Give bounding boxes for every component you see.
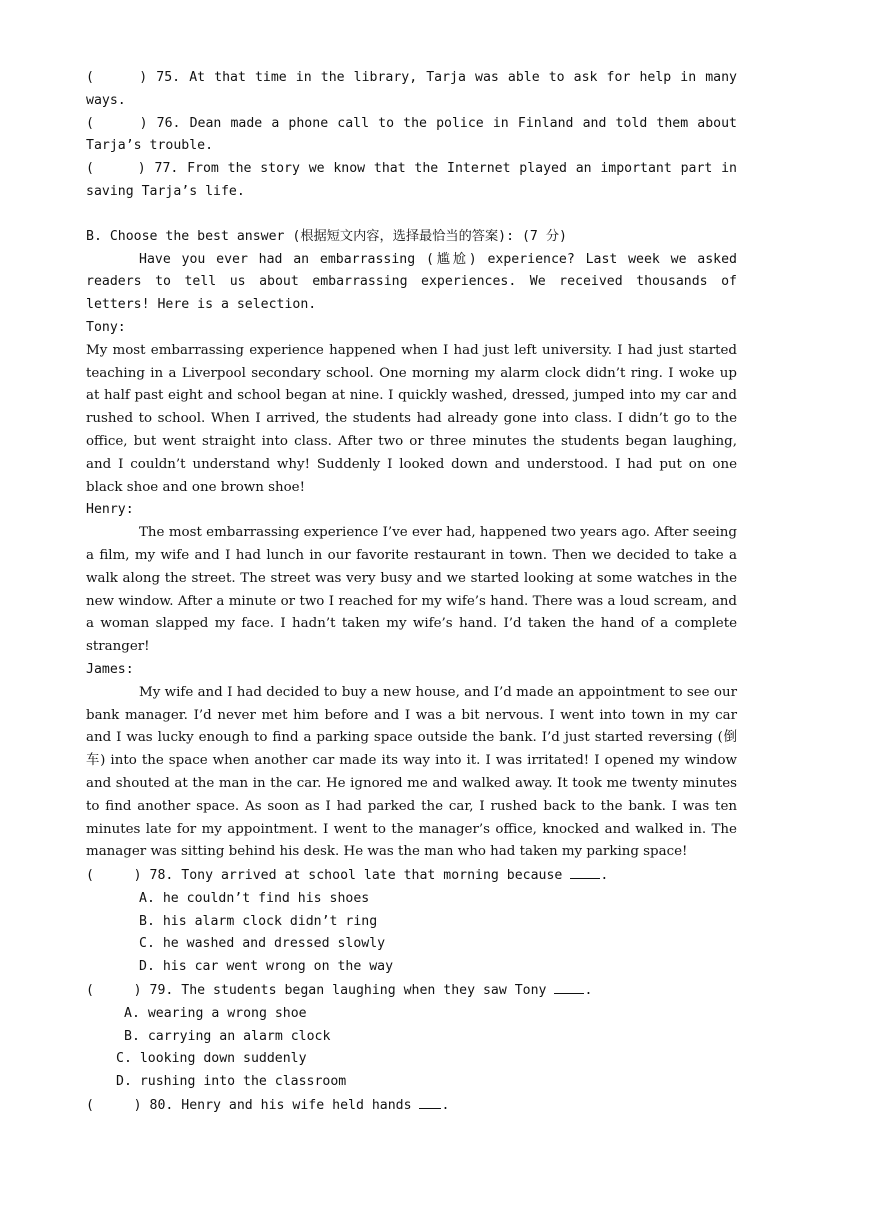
- tf-question-77: ( ) 77. From the story we know that the Internet played an important part in saving Tarja’s life.: [86, 161, 745, 199]
- story-name-henry: Henry:: [86, 502, 134, 518]
- option-79-a: A. wearing a wrong shoe: [124, 1005, 307, 1021]
- mc-question-78: [86, 864, 737, 888]
- tf-question-75: ( ) 75. At that time in the library, Tarja was able to ask for help in many ways.: [86, 70, 745, 108]
- option-78-b: B. his alarm clock didn’t ring: [139, 913, 378, 929]
- tf-question-76: ( ) 76. Dean made a phone call to the police in Finland and told them about Tarja’s trouble.: [86, 115, 745, 154]
- story-text-james: My wife and I had decided to buy a new house, and I’d made an appointment to see our bank manager. I’d never met him before and I was a bit nervous. I went into town in my car and I was lucky enough to find a parking space outside the bank. I’d just started reversing (倒车) into the space when another car made its way into it. I was irritated! I opened my window and shouted at the man in the car. He ignored me and walked away. It took me twenty minutes to find another space. As soon as I had parked the car, I rushed back to the bank. I was ten minutes late for my appointment. I went to the manager’s office, knocked and walked in. The manager was sitting behind his desk. He was the man who had taken my parking space!: [86, 684, 737, 860]
- mc-question-80: [86, 1094, 737, 1118]
- option-78-c: C. he washed and dressed slowly: [139, 936, 386, 952]
- section-b-intro: Have you ever had an embarrassing (尴尬) experience? Last week we asked readers to tell us about embarrassing experiences. We received thousands of letters! Here is a selection.: [86, 251, 737, 313]
- answer-blank: [419, 1094, 441, 1109]
- option-79-d: D. rushing into the classroom: [116, 1074, 347, 1090]
- answer-blank: [554, 979, 584, 994]
- mc-question-78-end: .: [600, 868, 609, 884]
- option-79-c: C. looking down suddenly: [116, 1051, 307, 1067]
- option-78-d: D. his car went wrong on the way: [139, 959, 394, 975]
- section-b-heading: B. Choose the best answer (根据短文内容，选择最恰当的答案): (7 分): [86, 228, 567, 244]
- mc-question-79: [86, 979, 737, 1003]
- story-name-james: James:: [86, 661, 134, 677]
- story-text-henry: The most embarrassing experience I’ve ever had, happened two years ago. After seeing a film, my wife and I had lunch in our favorite restaurant in town. Then we decided to take a walk along the street. The street was very busy and we started looking at some watches in the new window. After a minute or two I reached for my wife’s hand. There was a loud scream, and a woman slapped my face. I hadn’t taken my wife’s hand. I’d taken the hand of a complete stranger!: [86, 525, 737, 655]
- mc-question-79-end: .: [584, 983, 593, 999]
- mc-question-78-stem: ( ) 78. Tony arrived at school late that morning because: [86, 868, 571, 884]
- option-79-b: B. carrying an alarm clock: [124, 1028, 331, 1044]
- story-name-tony: Tony:: [86, 319, 126, 335]
- mc-question-79-stem: ( ) 79. The students began laughing when they saw Tony: [86, 983, 555, 999]
- mc-question-80-stem: ( ) 80. Henry and his wife held hands: [86, 1098, 420, 1114]
- story-text-tony: My most embarrassing experience happened when I had just left university. I had just started teaching in a Liverpool secondary school. One morning my alarm clock didn’t ring. I woke up at half past eight and school began at nine. I quickly washed, dressed, jumped into my car and rushed to school. When I arrived, the students had already gone into class. I didn’t go to the office, but went straight into class. After two or three minutes the students began laughing, and I couldn’t understand why! Suddenly I looked down and understood. I had put on one black shoe and one brown shoe!: [86, 342, 737, 495]
- option-78-a: A. he couldn’t find his shoes: [139, 890, 370, 906]
- answer-blank: [570, 864, 600, 879]
- mc-question-80-end: .: [441, 1098, 450, 1114]
- worksheet-page: [86, 67, 745, 1118]
